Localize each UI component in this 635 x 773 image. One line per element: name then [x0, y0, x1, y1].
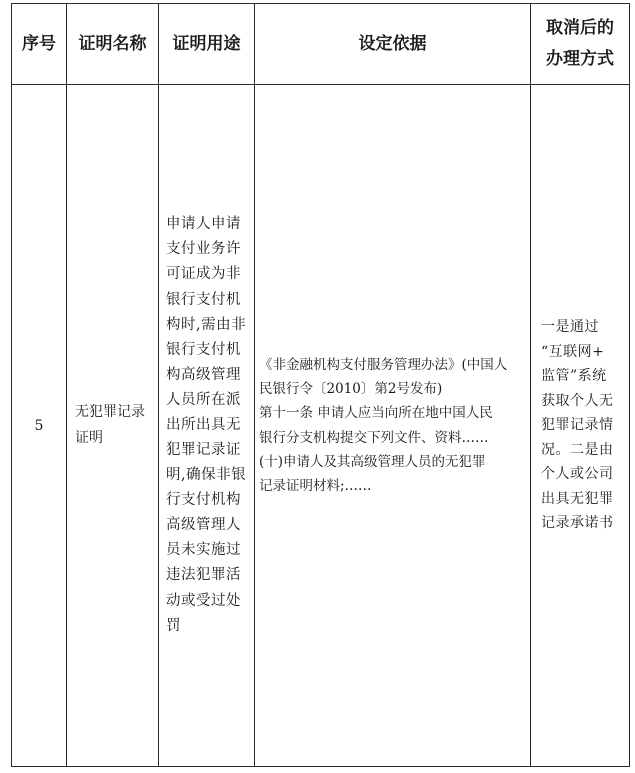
cert-use-line: 违法犯罪活	[166, 567, 241, 584]
cell-cert-name	[67, 85, 159, 767]
cert-use-line: 构高级管理	[166, 366, 241, 383]
header-after-cancel-line-2: 办理方式	[546, 49, 614, 69]
basis-line: 第十一条 申请人应当向所在地中国人民	[259, 405, 493, 422]
basis-line: 银行分支机构提交下列文件、资料……	[259, 429, 489, 446]
cert-name-line: 证明	[75, 429, 103, 446]
basis-line: 民银行令〔2010〕第2号发布)	[259, 381, 443, 398]
after-cancel-line: 监管”系统	[541, 368, 607, 385]
header-row	[12, 4, 630, 85]
cert-use-line: 动或受过处	[166, 592, 241, 609]
cert-use-line: 支付业务许	[166, 241, 241, 258]
cert-use-line: 可证成为非	[166, 266, 241, 283]
after-cancel-line: 一是通过	[541, 319, 599, 336]
after-cancel-line: 出具无犯罪	[541, 490, 614, 507]
cert-use-line: 罚	[166, 617, 181, 634]
after-cancel-line: 犯罪记录情	[541, 417, 614, 434]
after-cancel-line: 记录承诺书	[541, 515, 614, 532]
cert-use-line: 出所出具无	[166, 416, 241, 433]
cell-number: 5	[12, 85, 67, 767]
cert-use-line: 行支付机构	[166, 492, 241, 509]
header-cert-name: 证明名称	[67, 4, 159, 85]
cert-use-line: 银行支付机	[166, 341, 241, 358]
cert-use-line: 高级管理人	[166, 517, 241, 534]
cert-use-line: 人员所在派	[166, 391, 241, 408]
header-cert-use: 证明用途	[159, 4, 255, 85]
cell-basis	[255, 85, 531, 767]
after-cancel-line: 个人或公司	[541, 466, 614, 483]
table-row	[12, 85, 630, 767]
basis-line: 《非金融机构支付服务管理办法》(中国人	[259, 357, 508, 374]
after-cancel-line: “互联网+	[541, 343, 605, 360]
header-after-cancel	[531, 4, 630, 85]
cert-use-line: 银行支付机	[166, 291, 241, 308]
cert-name-line: 无犯罪记录	[75, 404, 145, 421]
header-after-cancel-line-1: 取消后的	[546, 18, 614, 39]
basis-line: 记录证明材料;……	[259, 477, 372, 494]
certificate-table	[11, 3, 630, 767]
cert-use-line: 申请人申请	[166, 216, 241, 233]
header-basis: 设定依据	[255, 4, 531, 85]
header-number: 序号	[12, 4, 67, 85]
after-cancel-line: 获取个人无	[541, 392, 614, 409]
cell-after-cancel	[531, 85, 630, 767]
cert-use-line: 犯罪记录证	[166, 442, 241, 459]
cert-use-line: 构时,需由非	[166, 316, 247, 333]
basis-line: (十)申请人及其高级管理人员的无犯罪	[259, 453, 486, 470]
after-cancel-line: 况。二是由	[541, 441, 614, 458]
cert-use-line: 员未实施过	[166, 542, 241, 559]
cell-cert-use	[159, 85, 255, 767]
cert-use-line: 明,确保非银	[166, 467, 247, 484]
